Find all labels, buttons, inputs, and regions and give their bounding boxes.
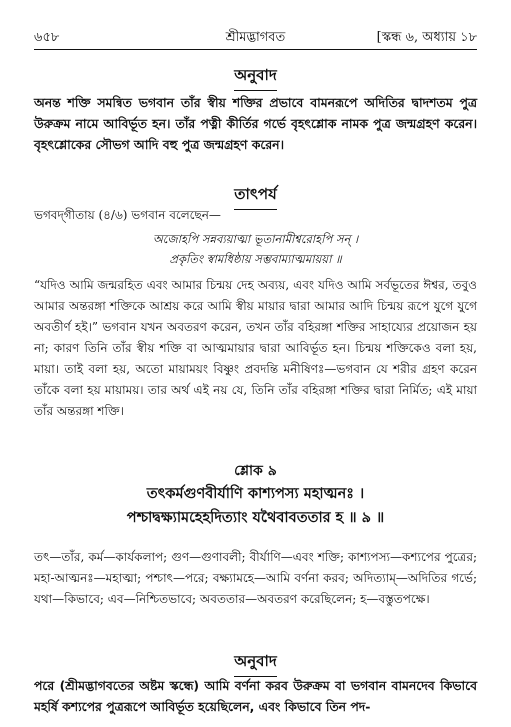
purport-intro: ভগবদ্‌গীতায় (৪/৬) ভগবান বলেছেন— — [34, 208, 221, 222]
header-rule — [34, 49, 477, 50]
page-header — [34, 28, 477, 48]
translation-heading: অনুবাদ — [0, 64, 511, 91]
translation-heading-2: অনুবাদ — [0, 650, 511, 677]
translation-text: অনন্ত শক্তি সমন্বিত ভগবান তাঁর স্বীয় শক্তির প্রভাবে বামনরূপে অদিতির দ্বাদশতম পুত্র উরুক্রম নামে আবির্ভূত হন। তাঁর পত্নী কীর্তির গর্ভে বৃহৎশ্লোক নামক পুত্র জন্মগ্রহণ করেন। বৃহৎশ্লোকের সৌভগ আদি বহু পুত্র জন্মগ্রহণ করেন। — [34, 95, 477, 152]
page-number: ৬৫৮ — [34, 30, 60, 45]
shloka-title: শ্লোক ৯ — [234, 463, 277, 479]
synonyms-text: তৎ—তাঁর, কর্ম—কার্যকলাপ; গুণ—গুণাবলী; বীর্যাণি—এবং শক্তি; কাশ্যপস্য—কশ্যপের পুত্রের; মহা-আত্মনঃ—মহাত্মা; পশ্চাৎ—পরে; বক্ষ্যামহে—আমি বর্ণনা করব; অদিত্যাম্‌—অদিতির গর্ভে; যথা—কিভাবে; এব—নিশ্চিতভাবে; অবততার—অবতরণ করেছিলেন; হ—বস্তুতপক্ষে। — [34, 550, 477, 606]
purport-text: “যদিও আমি জন্মরহিত এবং আমার চিন্ময় দেহ অব্যয়, এবং যদিও আমি সর্বভূতের ঈশ্বর, তবুও আমার অন্তরঙ্গা শক্তিকে আশ্রয় করে আমি স্বীয় মায়ার দ্বারা আমার আদি চিন্ময় রূপে যুগে যুগে অবতীর্ণ হই।” ভগবান যখন অবতরণ করেন, তখন তাঁর বহিরঙ্গা শক্তির সাহায্যের প্রয়োজন হয় না; কারণ তিনি তাঁর স্বীয় শক্তি বা আত্মমায়ার দ্বারা আবির্ভূত হন। চিন্ময় শক্তিকেও বলা হয়, মায়া। তাই বলা হয়, অতো মায়াময়ং বিষ্ণুং প্রবদন্তি মনীষিণঃ—ভগবান যে শরীর গ্রহণ করেন তাঁকে বলা হয় মায়াময়। তার অর্থ এই নয় যে, তিনি তাঁর বহিরঙ্গা শক্তির দ্বারা নির্মিত; এই মায়া তাঁর অন্তরঙ্গা শক্তি। — [34, 278, 477, 418]
purport-heading: তাৎপর্য — [0, 183, 511, 210]
quoted-verse-line-1: অজোহপি সন্নব্যয়াত্মা ভূতানামীশ্বরোহপি সন্‌ । — [152, 232, 359, 246]
book-title: শ্রীমদ্ভাগবত — [225, 30, 286, 45]
translation-text-2: পরে (শ্রীমদ্ভাগবতের অষ্টম স্কন্ধে) আমি বর্ণনা করব উরুক্রম বা ভগবান বামনদেব কিভাবে মহর্ষি কশ্যপের পুত্ররূপে আবির্ভূত হয়েছিলেন, এবং কিভাবে তিন পদ- — [34, 678, 477, 714]
shloka-line-1: তৎকর্মগুণবীর্যাণি কাশ্যপস্য মহাত্মনঃ । — [146, 486, 365, 502]
section-reference: [স্কন্ধ ৬, অধ্যায় ১৮ — [376, 30, 477, 45]
quoted-verse-line-2: প্রকৃতিং স্বামধিষ্ঠায় সম্ভবাম্যাত্মমায়য়া ॥ — [169, 252, 342, 266]
shloka-line-2: পশ্চাদ্বক্ষ্যামহেহদিত্যাং যথৈবাবততার হ ॥ ৯ ॥ — [126, 510, 385, 526]
